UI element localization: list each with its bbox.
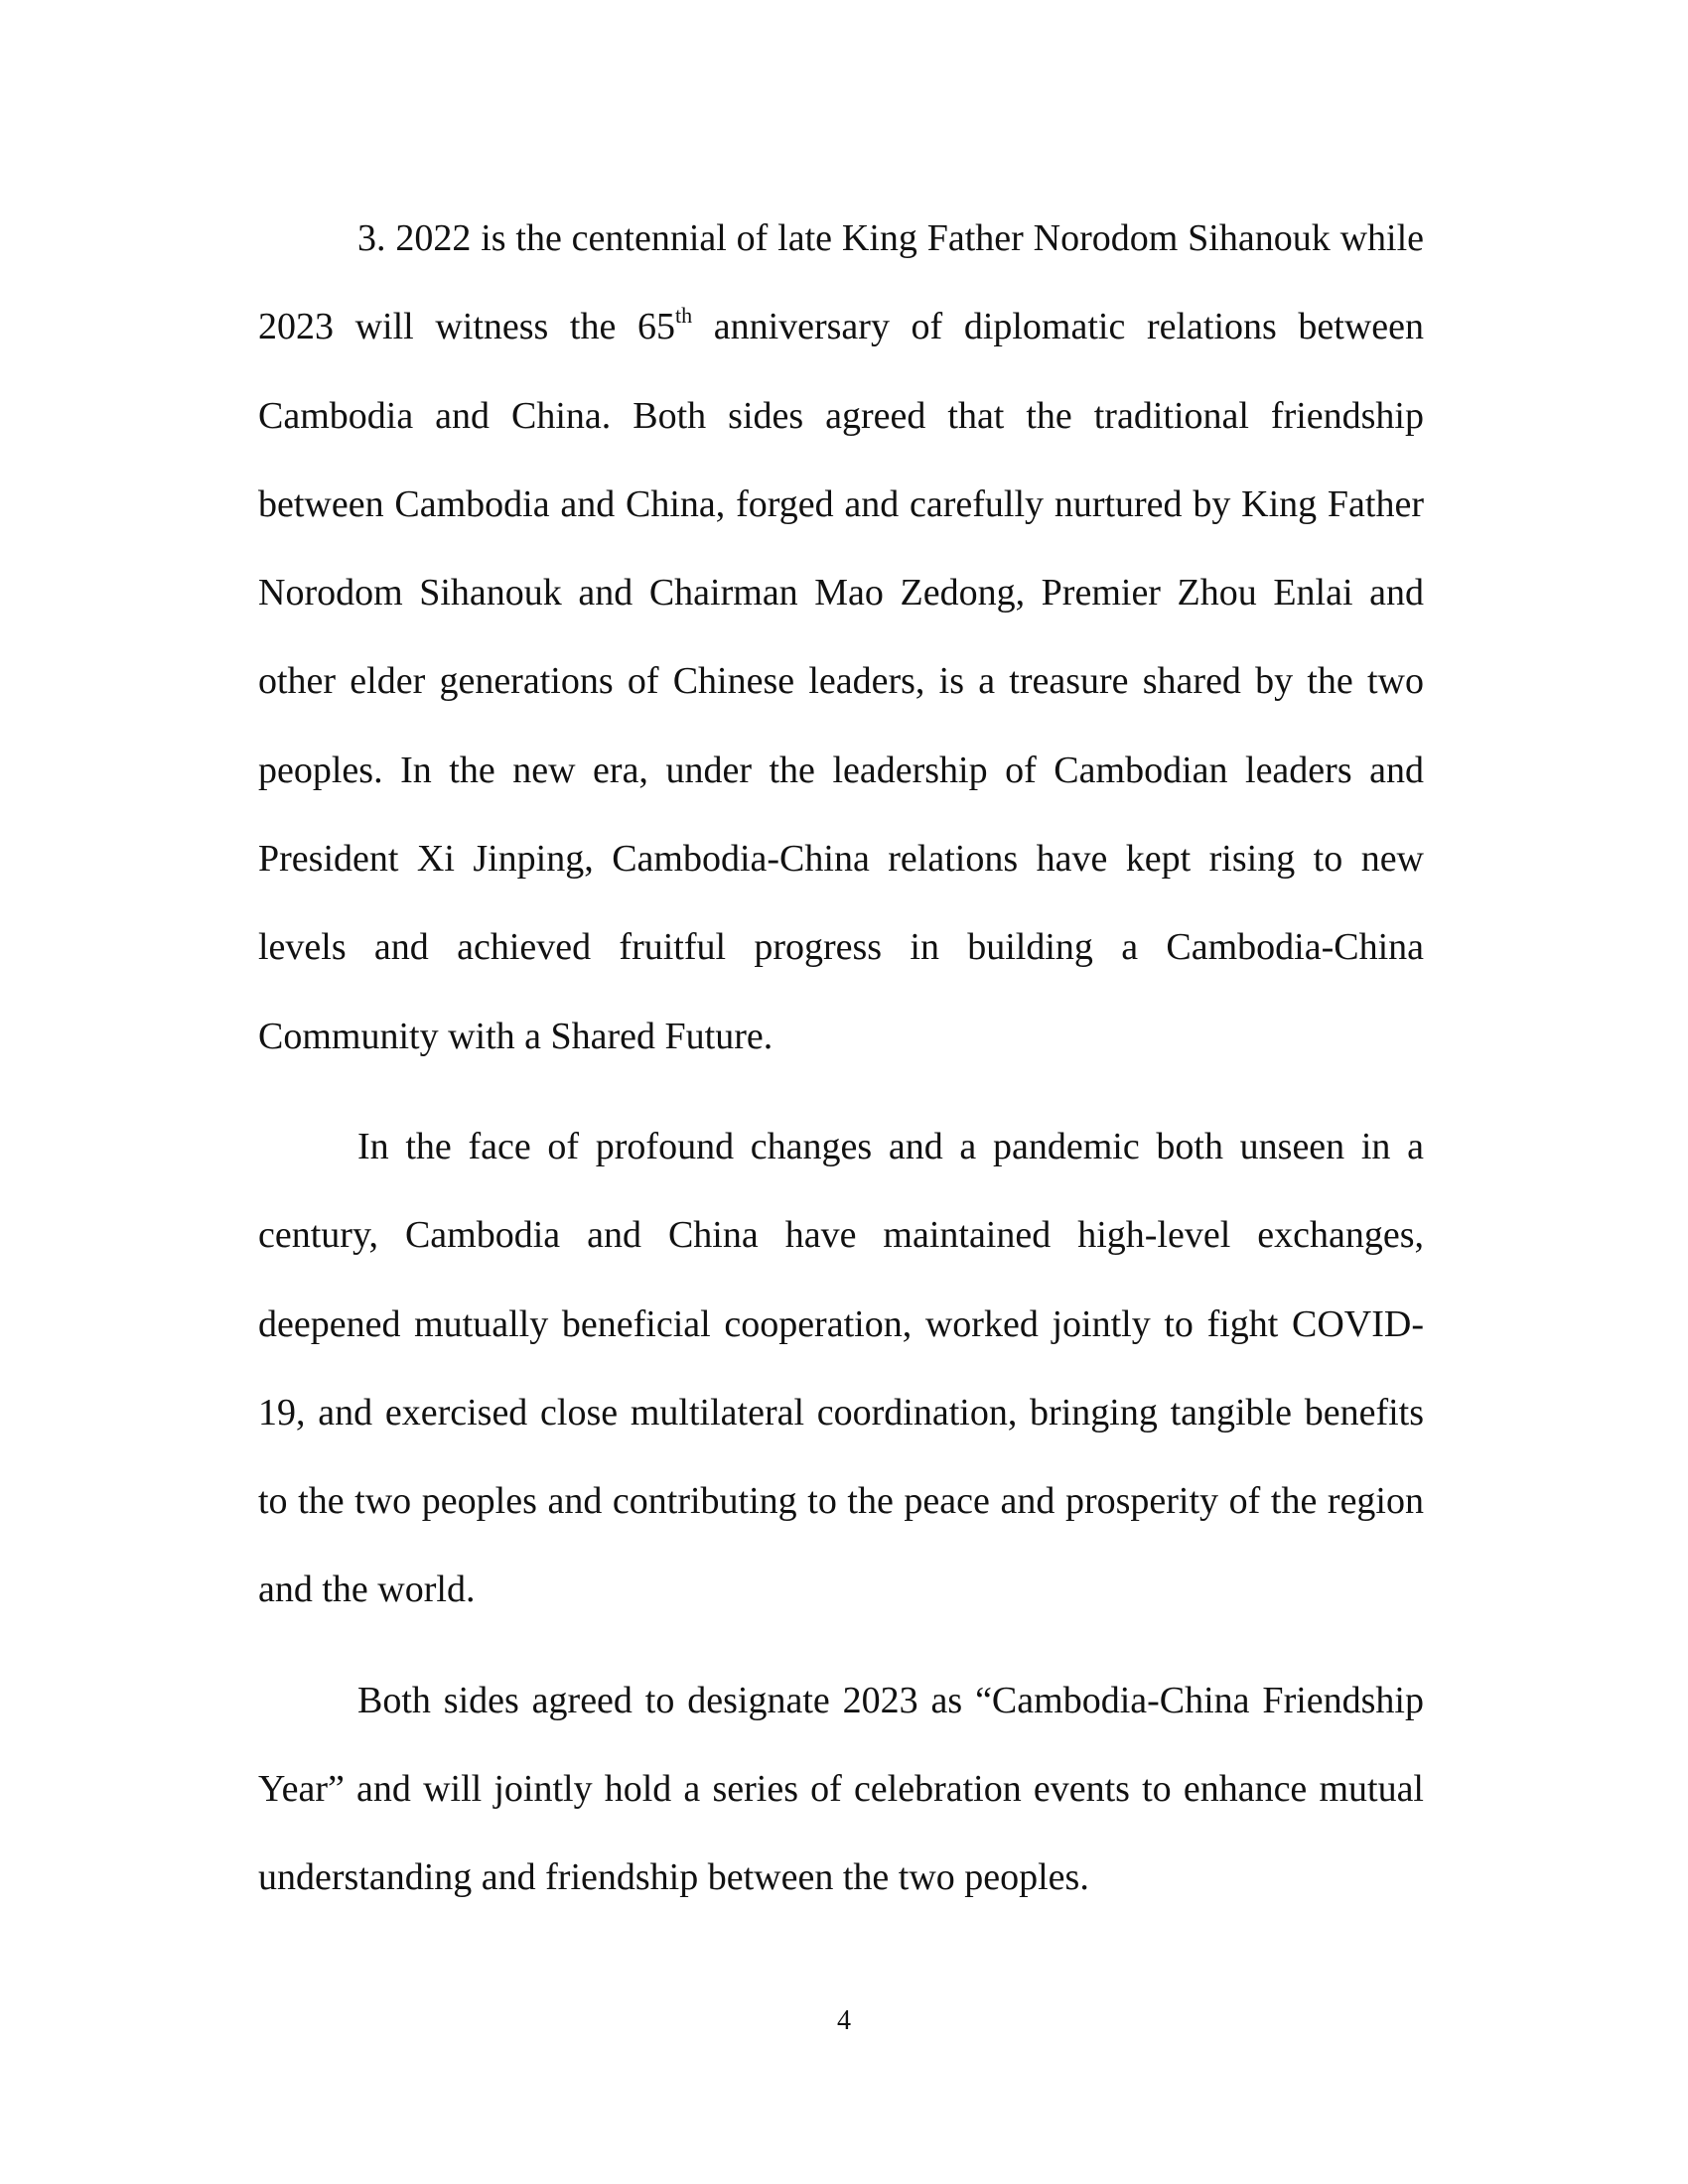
paragraph-text-continued: anniversary of diplomatic relations between Cambodia and China. Both sides agreed that the traditional friendship between Cambodia and China, forged and carefully nurtured by King Father Norodom Sihanouk and Chairman Mao Zedong, Premier Zhou Enlai and other elder generations of Chinese leaders, is a treasure shared by the two peoples. In the new era, under the leadership of Cambodian leaders and President Xi Jinping, Cambodia-China relations have kept rising to new levels and achieved fruitful progress in building a Cambodia-China Community with a Shared Future. <box>258 306 1424 1057</box>
paragraph-friendship-year: Both sides agreed to designate 2023 as “Cambodia-China Friendship Year” and will jointly hold a series of celebration events to enhance mutual understanding and friendship between the two peoples. <box>258 1679 1424 1899</box>
ordinal-superscript: th <box>674 303 693 329</box>
paragraph-cooperation: In the face of profound changes and a pandemic both unseen in a century, Cambodia and China have maintained high-level exchanges, deepened mutually beneficial cooperation, worked jointly to fight COVID-19, and exercised close multilateral coordination, bringing tangible benefits to the two peoples and contributing to the peace and prosperity of the region and the world. <box>258 1125 1424 1611</box>
page-number: 4 <box>837 2005 851 2036</box>
paragraph-3-anniversary <box>258 195 1424 1081</box>
document-body <box>258 195 1424 1923</box>
paragraph-text: 3. 2022 is the centennial of late King Father Norodom Sihanouk while 2023 will witness the 65 <box>258 217 1424 348</box>
